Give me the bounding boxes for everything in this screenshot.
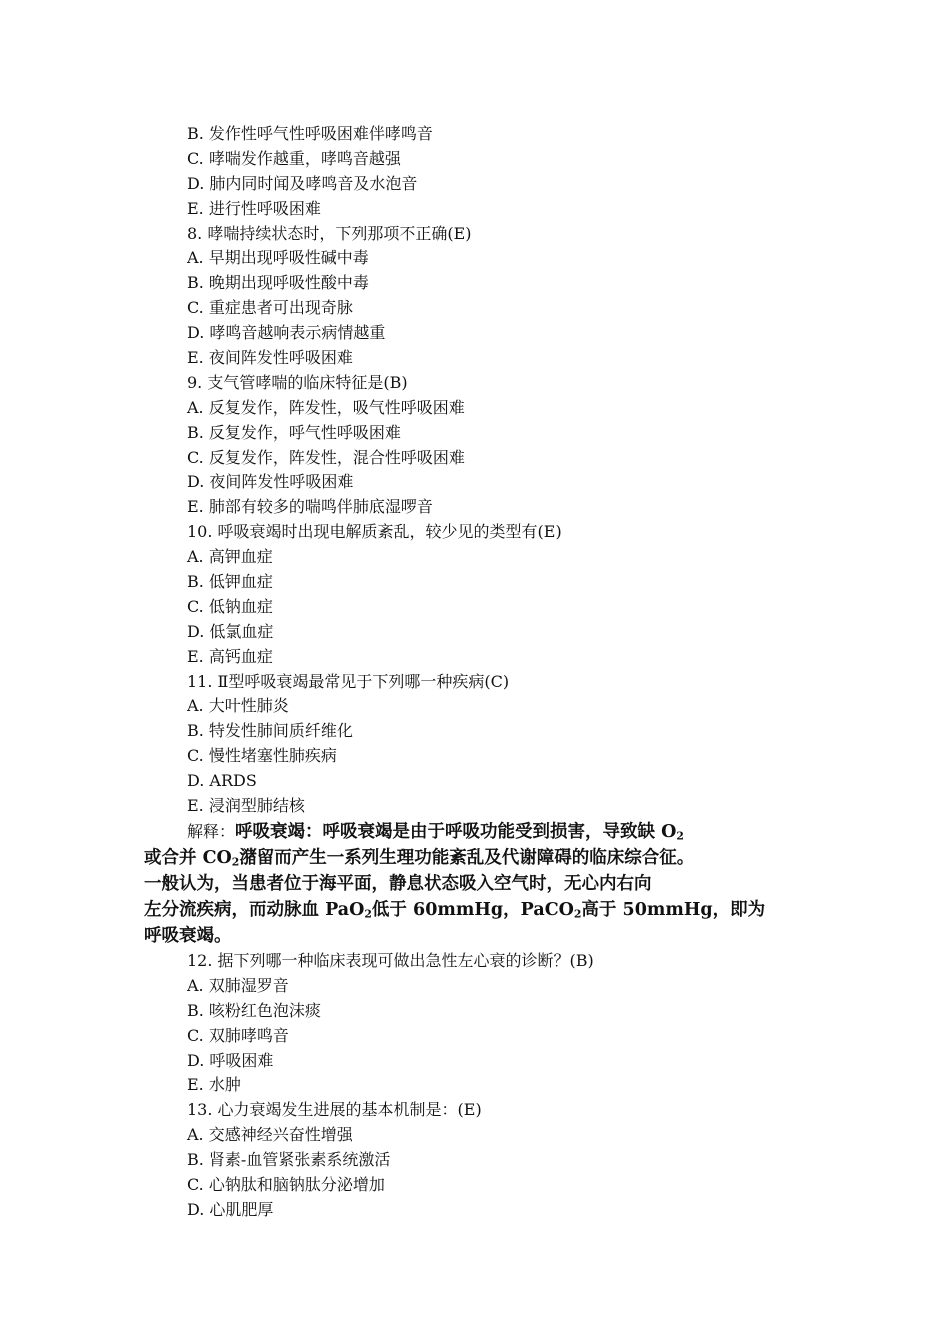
option-line: E. 肺部有较多的喘鸣伴肺底湿啰音 (187, 497, 433, 517)
explanation-lead: 解释： (187, 821, 236, 841)
option-line: D. 心肌肥厚 (187, 1199, 274, 1219)
option-line: A. 早期出现呼吸性碱中毒 (187, 248, 369, 268)
explanation-row: 左分流疾病，而动脉血 PaO$_2$低于 60mmHg，PaCO$_2$高于 50mmHg，即为 (144, 899, 766, 921)
question-line: 9. 支气管哮喘的临床特征是(B) (187, 372, 408, 392)
option-line: B. 肾素-血管紧张素系统激活 (187, 1150, 391, 1170)
explanation-paragraph (144, 819, 824, 949)
option-line: E. 夜间阵发性呼吸困难 (187, 348, 353, 368)
option-line: A. 大叶性肺炎 (187, 696, 289, 716)
option-line: C. 双肺哮鸣音 (187, 1025, 289, 1045)
question-line: 12. 据下列哪一种临床表现可做出急性左心衰的诊断？(B) (187, 950, 594, 970)
explanation-row: 或合并 $CO_2$潴留而产生一系列生理功能紊乱及代谢障碍的临床综合征。 (144, 847, 695, 869)
option-line: B. 低钾血症 (187, 572, 273, 592)
option-line: C. 心钠肽和脑钠肽分泌增加 (187, 1174, 385, 1194)
option-line: B. 咳粉红色泡沫痰 (187, 1000, 321, 1020)
option-line: B. 反复发作，呼气性呼吸困难 (187, 422, 401, 442)
option-line: B. 晚期出现呼吸性酸中毒 (187, 273, 369, 293)
question-line: 13. 心力衰竭发生进展的基本机制是：(E) (187, 1100, 482, 1120)
option-line: D. 夜间阵发性呼吸困难 (187, 472, 354, 492)
question-line: 11. Ⅱ型呼吸衰竭最常见于下列哪一种疾病(C) (187, 671, 510, 691)
option-line: D. 肺内同时闻及哮鸣音及水泡音 (187, 173, 418, 193)
option-line: E. 浸润型肺结核 (187, 796, 305, 816)
explanation-row: 一般认为，当患者位于海平面，静息状态吸入空气时，无心内右向 (144, 873, 652, 894)
option-line: D. 低氯血症 (187, 621, 274, 641)
option-line: E. 进行性呼吸困难 (187, 198, 321, 218)
option-line: B. 发作性呼气性呼吸困难伴哮鸣音 (187, 124, 433, 143)
document-body (144, 122, 887, 1223)
option-line: D. 哮鸣音越响表示病情越重 (187, 323, 386, 343)
question-line: 10. 呼吸衰竭时出现电解质紊乱，较少见的类型有(E) (187, 522, 562, 542)
option-line: C. 反复发作，阵发性，混合性呼吸困难 (187, 447, 465, 467)
option-line: C. 哮喘发作越重，哮鸣音越强 (187, 148, 401, 168)
option-line: D. 呼吸困难 (187, 1050, 274, 1070)
option-line: E. 水肿 (187, 1075, 241, 1095)
option-line: D. ARDS (187, 771, 257, 791)
question-line: 8. 哮喘持续状态时，下列那项不正确(E) (187, 223, 472, 243)
option-line: C. 低钠血症 (187, 596, 273, 616)
option-line: A. 反复发作，阵发性，吸气性呼吸困难 (187, 397, 465, 417)
option-line: B. 特发性肺间质纤维化 (187, 721, 353, 741)
option-line: E. 高钙血症 (187, 646, 273, 666)
explanation-row: 呼吸衰竭。 (144, 925, 232, 946)
option-line: C. 重症患者可出现奇脉 (187, 298, 353, 318)
option-line: A. 交感神经兴奋性增强 (187, 1125, 353, 1145)
option-line: A. 双肺湿罗音 (187, 975, 289, 995)
option-line: C. 慢性堵塞性肺疾病 (187, 746, 337, 766)
option-line: A. 高钾血症 (187, 547, 273, 567)
explanation-row: 解释：呼吸衰竭：呼吸衰竭是由于呼吸功能受到损害，导致缺 $O_2$ (187, 821, 684, 843)
